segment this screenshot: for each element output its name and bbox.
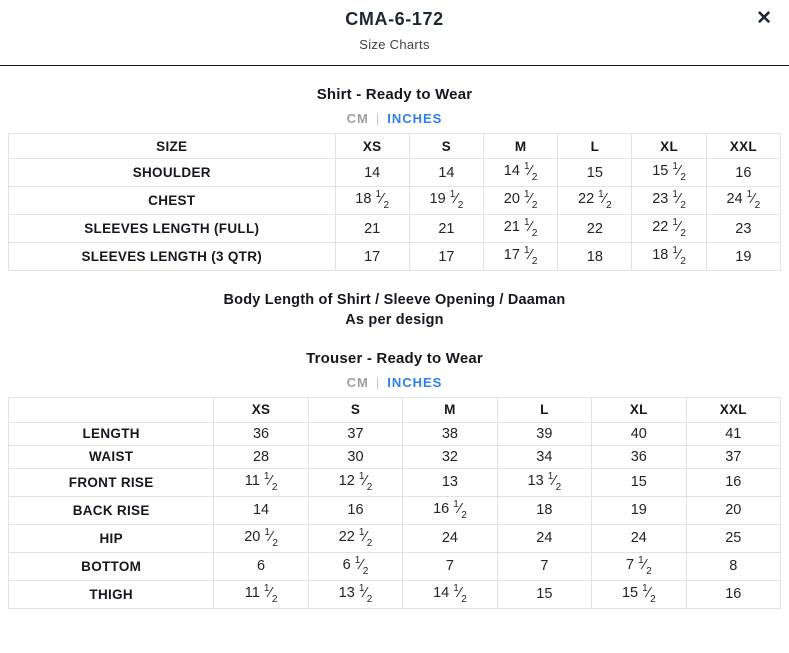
size-value-cell: 7 $^1⁄_2$ (592, 552, 686, 580)
column-header-cell: XL (592, 397, 686, 422)
size-value-cell: 13 (403, 468, 497, 496)
size-value-cell: 11 $^1⁄_2$ (214, 580, 308, 608)
note-line-2: As per design (345, 312, 444, 329)
size-value-cell: 38 (403, 422, 497, 445)
size-value-cell: 16 $^1⁄_2$ (403, 496, 497, 524)
table-header-row (9, 134, 781, 159)
size-value-cell: 15 (497, 580, 591, 608)
row-label-cell: FRONT RISE (9, 468, 214, 496)
size-value-cell: 15 (558, 159, 632, 187)
shirt-size-table (8, 133, 781, 271)
size-value-cell: 37 (308, 422, 402, 445)
size-value-cell: 23 $^1⁄_2$ (632, 187, 706, 215)
size-value-cell: 14 (335, 159, 409, 187)
size-value-cell: 22 (558, 215, 632, 243)
table-row (9, 215, 781, 243)
size-value-cell: 24 (592, 524, 686, 552)
shirt-unit-option-inches[interactable]: INCHES (387, 111, 443, 126)
table-row (9, 445, 781, 468)
size-value-cell: 15 (592, 468, 686, 496)
size-value-cell: 22 $^1⁄_2$ (308, 524, 402, 552)
row-label-cell: LENGTH (9, 422, 214, 445)
size-value-cell: 16 (686, 580, 780, 608)
table-row (9, 580, 781, 608)
table-row (9, 159, 781, 187)
size-value-cell: 20 (686, 496, 780, 524)
trouser-unit-option-inches[interactable]: INCHES (387, 374, 443, 390)
size-value-cell: 28 (214, 445, 308, 468)
size-value-cell: 34 (497, 445, 591, 468)
row-label-cell: THIGH (9, 580, 214, 608)
column-header-cell: XL (632, 134, 706, 159)
size-value-cell: 24 $^1⁄_2$ (706, 187, 780, 215)
column-header-cell: L (497, 397, 591, 422)
page-title: CMA-6-172 (345, 9, 444, 29)
column-header-cell: XS (335, 134, 409, 159)
shirt-unit-toggle (0, 111, 789, 126)
size-value-cell: 12 $^1⁄_2$ (308, 468, 402, 496)
trouser-unit-option-cm[interactable]: CM (346, 374, 369, 390)
size-value-cell: 20 $^1⁄_2$ (484, 187, 558, 215)
row-label-cell: SHOULDER (9, 159, 336, 187)
size-value-cell: 24 (403, 524, 497, 552)
shirt-unit-option-cm[interactable]: CM (346, 111, 369, 126)
row-label-cell: BACK RISE (9, 496, 214, 524)
size-value-cell: 13 $^1⁄_2$ (308, 580, 402, 608)
size-value-cell: 18 (558, 243, 632, 271)
size-value-cell: 21 (335, 215, 409, 243)
size-value-cell: 16 (706, 159, 780, 187)
size-value-cell: 40 (592, 422, 686, 445)
table-row (9, 187, 781, 215)
close-icon: ✕ (756, 8, 772, 29)
size-value-cell: 18 $^1⁄_2$ (335, 187, 409, 215)
size-value-cell: 17 (409, 243, 483, 271)
size-value-cell: 16 (686, 468, 780, 496)
modal-header (0, 0, 789, 52)
size-value-cell: 22 $^1⁄_2$ (632, 215, 706, 243)
size-value-cell: 23 (706, 215, 780, 243)
size-value-cell: 13 $^1⁄_2$ (497, 468, 591, 496)
table-header-row (9, 397, 781, 422)
size-value-cell: 18 (497, 496, 591, 524)
row-label-cell: BOTTOM (9, 552, 214, 580)
unit-separator: | (375, 374, 381, 390)
size-value-cell: 7 (497, 552, 591, 580)
column-header-cell: XS (214, 397, 308, 422)
size-value-cell: 32 (403, 445, 497, 468)
size-value-cell: 30 (308, 445, 402, 468)
column-header-cell: S (308, 397, 402, 422)
size-value-cell: 25 (686, 524, 780, 552)
size-value-cell: 15 $^1⁄_2$ (592, 580, 686, 608)
size-value-cell: 36 (214, 422, 308, 445)
size-value-cell: 19 (706, 243, 780, 271)
column-header-cell: M (484, 134, 558, 159)
trouser-unit-toggle (0, 375, 789, 390)
size-value-cell: 19 $^1⁄_2$ (409, 187, 483, 215)
close-button[interactable] (754, 7, 774, 30)
header-divider (0, 65, 789, 66)
size-value-cell: 18 $^1⁄_2$ (632, 243, 706, 271)
size-value-cell: 22 $^1⁄_2$ (558, 187, 632, 215)
size-value-cell: 15 $^1⁄_2$ (632, 159, 706, 187)
page-subtitle: Size Charts (359, 37, 430, 52)
size-value-cell: 24 (497, 524, 591, 552)
column-header-cell: L (558, 134, 632, 159)
corner-header-cell (9, 397, 214, 422)
size-value-cell: 41 (686, 422, 780, 445)
trouser-section (0, 350, 789, 609)
unit-separator: | (375, 111, 381, 126)
column-header-cell: XXL (706, 134, 780, 159)
size-value-cell: 37 (686, 445, 780, 468)
size-value-cell: 21 (409, 215, 483, 243)
size-value-cell: 39 (497, 422, 591, 445)
row-label-cell: CHEST (9, 187, 336, 215)
trouser-size-table (8, 397, 781, 609)
size-value-cell: 6 (214, 552, 308, 580)
shirt-section (0, 86, 789, 271)
corner-header-cell: SIZE (9, 134, 336, 159)
row-label-cell: WAIST (9, 445, 214, 468)
table-row (9, 468, 781, 496)
note-line-1: Body Length of Shirt / Sleeve Opening / Daaman (223, 292, 566, 308)
column-header-cell: M (403, 397, 497, 422)
size-value-cell: 6 $^1⁄_2$ (308, 552, 402, 580)
size-value-cell: 19 (592, 496, 686, 524)
size-value-cell: 11 $^1⁄_2$ (214, 468, 308, 496)
size-value-cell: 14 $^1⁄_2$ (484, 159, 558, 187)
table-row (9, 496, 781, 524)
column-header-cell: XXL (686, 397, 780, 422)
size-value-cell: 21 $^1⁄_2$ (484, 215, 558, 243)
size-value-cell: 14 $^1⁄_2$ (403, 580, 497, 608)
size-value-cell: 17 (335, 243, 409, 271)
size-value-cell: 16 (308, 496, 402, 524)
shirt-section-heading: Shirt - Ready to Wear (316, 86, 473, 103)
table-row (9, 552, 781, 580)
row-label-cell: SLEEVES LENGTH (3 QTR) (9, 243, 336, 271)
size-value-cell: 20 $^1⁄_2$ (214, 524, 308, 552)
trouser-section-heading: Trouser - Ready to Wear (306, 349, 483, 367)
table-row (9, 422, 781, 445)
row-label-cell: HIP (9, 524, 214, 552)
row-label-cell: SLEEVES LENGTH (FULL) (9, 215, 336, 243)
size-value-cell: 8 (686, 552, 780, 580)
size-value-cell: 36 (592, 445, 686, 468)
size-value-cell: 7 (403, 552, 497, 580)
table-row (9, 243, 781, 271)
size-value-cell: 17 $^1⁄_2$ (484, 243, 558, 271)
shirt-note (0, 290, 789, 331)
size-value-cell: 14 (214, 496, 308, 524)
column-header-cell: S (409, 134, 483, 159)
size-value-cell: 14 (409, 159, 483, 187)
table-row (9, 524, 781, 552)
